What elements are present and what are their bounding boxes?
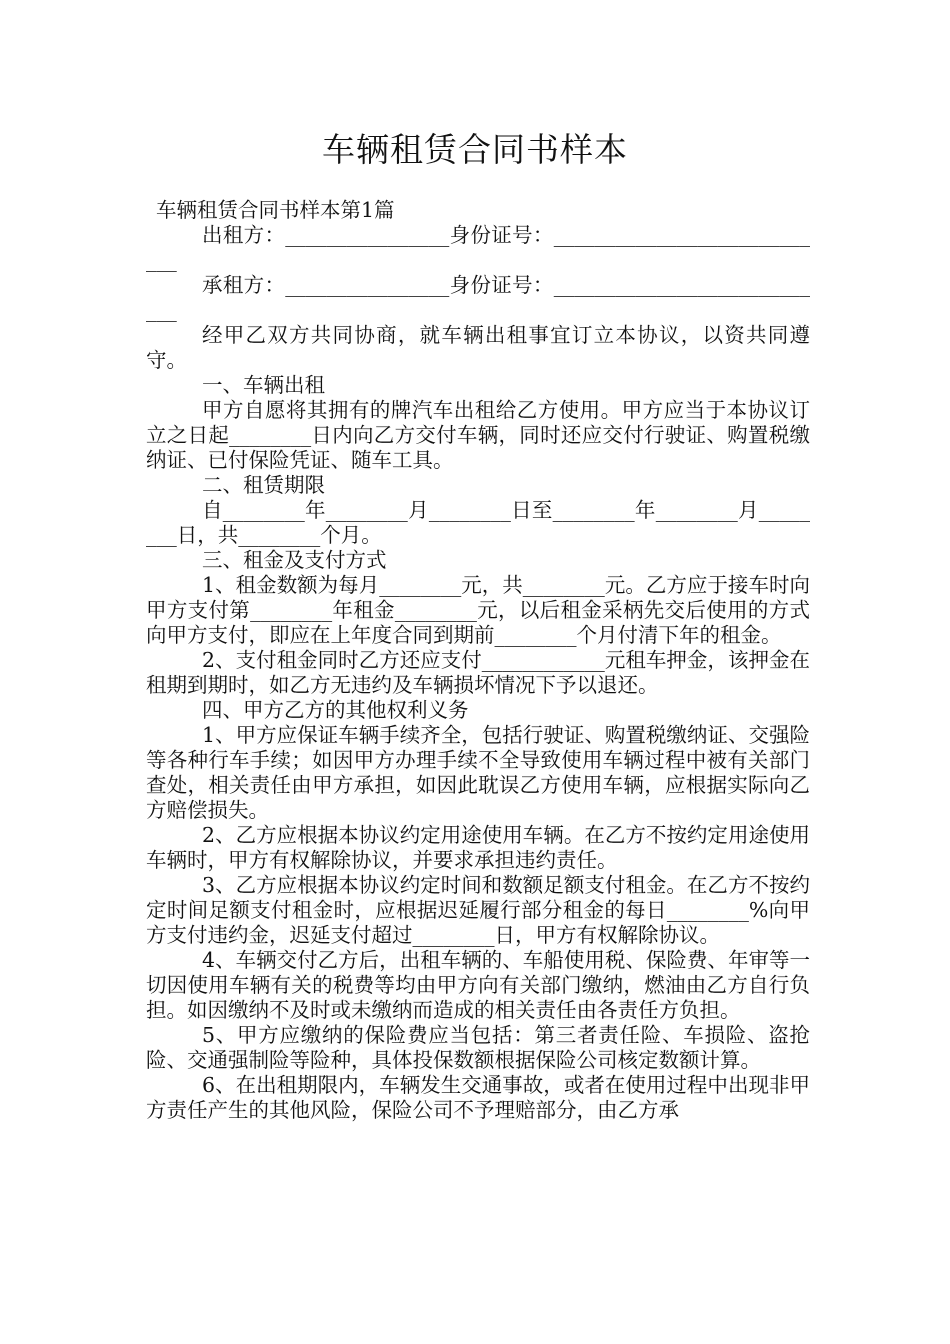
section-heading: 三、租金及支付方式 — [202, 548, 387, 572]
paragraph: 1、租金数额为每月________元，共________元。乙方应于接车时向甲方支付第________年租金________元，以后租金采柄先交后使用的方式向甲方支付，即应在上年度合同到期前________个月付清下年的租金。 — [146, 573, 810, 647]
paragraph: 4、车辆交付乙方后，出租车辆的、车船使用税、保险费、年审等一切因使用车辆有关的税费等均由甲方向有关部门缴纳，燃油由乙方自行负担。如因缴纳不及时或未缴纳而造成的相关责任由各责任方负担。 — [146, 948, 810, 1022]
paragraph: 自________年________月________日至________年________月________日，共________个月。 — [146, 498, 810, 547]
paragraph: 1、甲方应保证车辆手续齐全，包括行驶证、购置税缴纳证、交强险等各种行车手续；如因甲方办理手续不全导致使用车辆过程中被有关部门查处，相关责任由甲方承担，如因此耽误乙方使用车辆，应根据实际向乙方赔偿损失。 — [146, 723, 810, 822]
paragraph-lessee: 承租方：________________身份证号：____________________________ — [146, 273, 810, 322]
paragraph: 甲方自愿将其拥有的牌汽车出租给乙方使用。甲方应当于本协议订立之日起________日内向乙方交付车辆，同时还应交付行驶证、购置税缴纳证、已付保险凭证、随车工具。 — [146, 398, 810, 472]
paragraph-intro: 经甲乙双方共同协商，就车辆出租事宜订立本协议，以资共同遵守。 — [146, 323, 810, 372]
paragraph: 6、在出租期限内，车辆发生交通事故，或者在使用过程中出现非甲方责任产生的其他风险，保险公司不予理赔部分，由乙方承 — [146, 1073, 810, 1122]
paragraph: 2、乙方应根据本协议约定用途使用车辆。在乙方不按约定用途使用车辆时，甲方有权解除协议，并要求承担违约责任。 — [146, 823, 810, 872]
paragraph: 5、甲方应缴纳的保险费应当包括：第三者责任险、车损险、盗抢险、交通强制险等险种，具体投保数额根据保险公司核定数额计算。 — [146, 1023, 810, 1072]
paragraph-lessor: 出租方：________________身份证号：____________________________ — [146, 223, 810, 272]
paragraph: 3、乙方应根据本协议约定时间和数额足额支付租金。在乙方不按约定时间足额支付租金时，应根据迟延履行部分租金的每日________%向甲方支付违约金，迟延支付超过________日，甲方有权解除协议。 — [146, 873, 810, 947]
document-title: 车辆租赁合同书样本 — [322, 130, 628, 169]
paragraph: 2、支付租金同时乙方还应支付____________元租车押金，该押金在租期到期时，如乙方无违约及车辆损坏情况下予以退还。 — [146, 648, 810, 697]
section-heading: 四、甲方乙方的其他权利义务 — [202, 698, 469, 722]
section-heading: 一、车辆出租 — [202, 373, 325, 397]
document-body — [146, 198, 810, 1123]
document-subtitle: 车辆租赁合同书样本第1篇 — [156, 198, 395, 222]
section-heading: 二、租赁期限 — [202, 473, 325, 497]
